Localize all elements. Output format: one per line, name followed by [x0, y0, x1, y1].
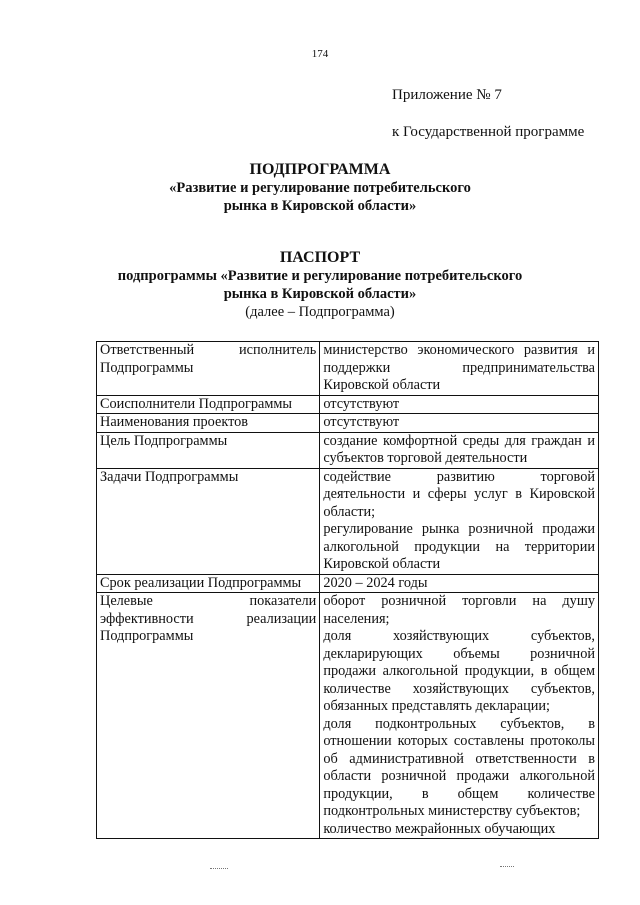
row-label: Задачи Подпрограммы: [97, 468, 320, 574]
row-value: [320, 395, 599, 414]
passport-table: [96, 341, 599, 839]
row-value: [320, 342, 599, 396]
subprogram-heading: ПОДПРОГРАММА: [249, 161, 391, 178]
appendix-label: Приложение № 7: [392, 87, 502, 103]
row-value-text: доля подконтрольных субъектов, в отношении которых составлены протоколы об административной ответственности в области розничной продажи алкогольной продукции, в общем количестве подконтрольных министерству субъектов;: [323, 715, 595, 819]
passport-title-line-2: рынка в Кировской области»: [223, 286, 417, 302]
row-value-text: оборот розничной торговли на душу населения;: [323, 593, 595, 627]
passport-title-line-1: подпрограммы «Развитие и регулирование потребительского: [117, 268, 523, 284]
row-label-text: Целевые показатели эффективности реализации Подпрограммы: [100, 593, 317, 644]
row-value: [320, 593, 599, 839]
table-row: [97, 468, 599, 574]
row-label: Цель Подпрограммы: [97, 432, 320, 468]
row-label: [97, 593, 320, 839]
row-value-text: содействие развитию торговой деятельности и сферы услуг в Кировской области;: [323, 468, 595, 520]
row-value-text: создание комфортной среды для граждан и субъектов торговой деятельности: [323, 432, 595, 466]
passport-title-note: (далее – Подпрограмма): [245, 304, 395, 320]
row-value-text: отсутствуют: [323, 414, 400, 430]
page-number: 174: [311, 48, 329, 60]
passport-heading: ПАСПОРТ: [279, 249, 361, 266]
table-row: [97, 395, 599, 414]
row-value-text: доля хозяйствующих субъектов, декларирующих объемы розничной продажи алкогольной продукции, в общем количестве хозяйствующих субъектов, обязанных представлять декларации;: [323, 628, 595, 714]
scan-artifact-mark: [500, 866, 514, 869]
passport-heading-block: [0, 248, 640, 321]
row-value: [320, 468, 599, 574]
scan-artifact-mark: [210, 868, 228, 871]
row-label: Соисполнители Подпрограммы: [97, 395, 320, 414]
table-row: [97, 593, 599, 839]
row-value-text: регулирование рынка розничной продажи алкогольной продукции на территории Кировской области: [323, 521, 595, 572]
subprogram-title-line-1: «Развитие и регулирование потребительского: [169, 180, 471, 196]
table-row: [97, 432, 599, 468]
row-label-text: Ответственный исполнитель Подпрограммы: [100, 342, 317, 376]
table-row: [97, 414, 599, 433]
row-label: Наименования проектов: [97, 414, 320, 433]
row-value: [320, 432, 599, 468]
table-row: [97, 574, 599, 593]
appendix-reference: к Государственной программе: [392, 124, 585, 140]
row-label: [97, 342, 320, 396]
row-value: [320, 414, 599, 433]
subprogram-heading-block: [0, 160, 640, 215]
row-value-text: 2020 – 2024 годы: [323, 574, 428, 591]
subprogram-title-line-2: рынка в Кировской области»: [223, 198, 417, 214]
table-row: [97, 342, 599, 396]
row-label: Срок реализации Подпрограммы: [97, 574, 320, 593]
row-value-text: количество межрайонных обучающих: [323, 820, 556, 837]
row-value: [320, 574, 599, 593]
row-value-text: отсутствуют: [323, 395, 400, 412]
row-value-text: министерство экономического развития и поддержки предпринимательства Кировской области: [323, 342, 595, 393]
